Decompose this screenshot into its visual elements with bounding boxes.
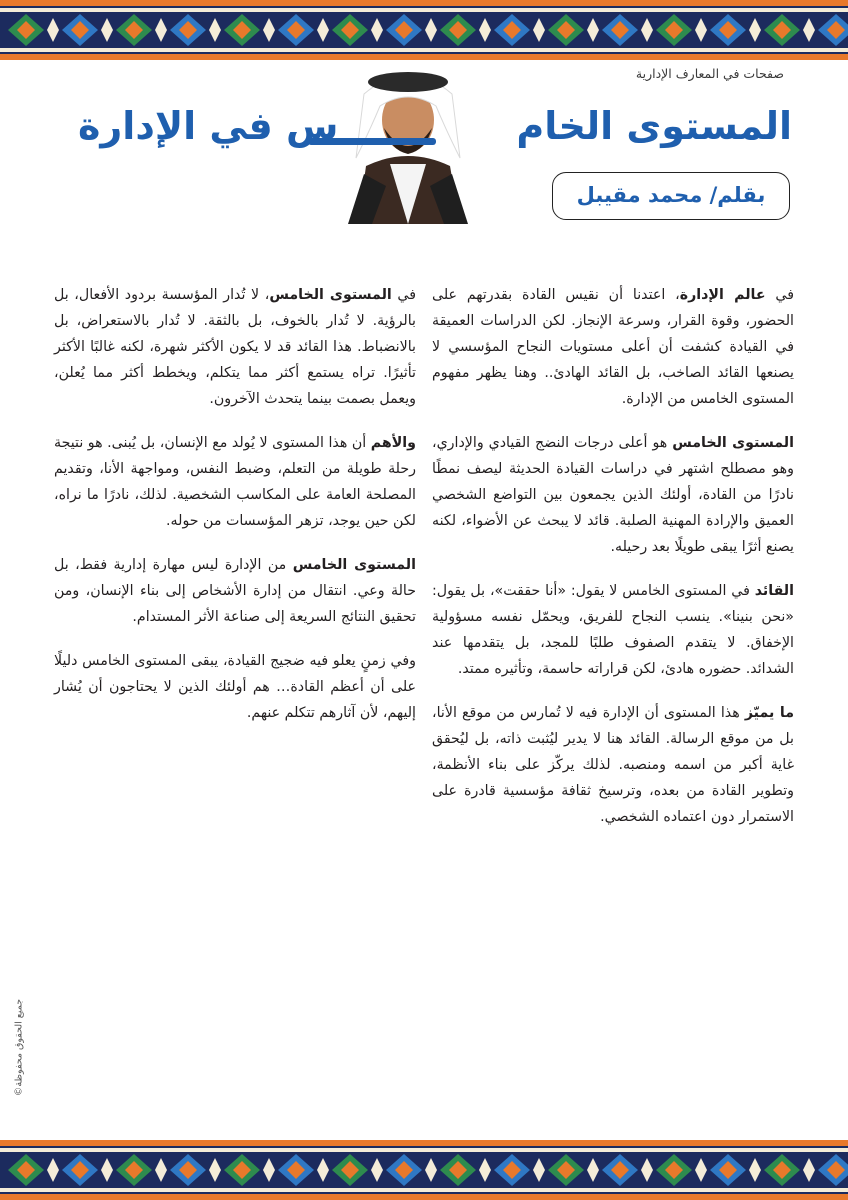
paragraph: وفي زمنٍ يعلو فيه ضجيج القيادة، يبقى المستوى الخامس دليلًا على أن أعظم القادة… هم أولئك الذين لا يحتاجون أن يُشار إليهم، لأن آثارهم تتكلم عنهم. [54,653,416,721]
section-label: صفحات في المعارف الإدارية [635,66,784,81]
paragraph: ما يميّز هذا المستوى أن الإدارة فيه لا تُمارس من موقع الأنا، بل من موقع الرسالة. القائد هنا لا يدير ليُثبت ذاته، بل ليُحقق غاية أكبر من اسمه ومنصبه. لذلك يركّز على بناء الأنظمة، وتطوير القادة من بعده، وترسيخ ثقافة مؤسسية قادرة على الاستمرار دون اعتماده الشخصي. [432,705,794,825]
paragraph: المستوى الخامس هو أعلى درجات النضج القيادي والإداري، وهو مصطلح اشتهر في دراسات القيادة الحديثة ليصف نمطًا نادرًا من القادة، أولئك الذين يجمعون بين التواضع الشخصي العميق والإرادة المهنية الصلبة. قائد لا يبحث عن الأضواء، لكنه يصنع أثرًا يبقى طويلًا بعد رحيله. [432,435,794,555]
bottom-decorative-band [0,1140,848,1200]
article-title [78,104,792,160]
paragraph-keyword: عالم الإدارة [679,287,766,303]
paragraph-keyword: والأهم [370,435,416,451]
copyright-notice: جميع الحقوق محفوظة© [13,998,25,1097]
article-column-right [432,282,794,848]
author-byline: بقلم/ محمد مقيبل [552,172,790,220]
paragraph-keyword: القائد [754,583,794,599]
article-column-left [54,282,416,744]
paragraph: في المستوى الخامس، لا تُدار المؤسسة بردود الأفعال، بل بالرؤية. لا تُدار بالخوف، بل بالثقة. لا تُدار بالاستعراض، بل بالانضباط. هذا القائد قد لا يكون الأكثر شهرة، لكنه غالبًا الأكثر تأثيرًا. تراه يستمع أكثر مما يتكلم، ويخطط أكثر مما يُعلن، ويعمل بصمت بينما يتحدث الآخرون. [54,287,416,407]
paragraph: القائد في المستوى الخامس لا يقول: «أنا حققت»، بل يقول: «نحن بنينا». ينسب النجاح للفريق، ويحمّل نفسه مسؤولية الإخفاق. لا يتقدم الصفوف طلبًا للمجد، بل يتقدمها عند الشدائد. حضوره هادئ، لكن قراراته حاسمة، وتأثيره ممتد. [432,583,794,677]
paragraph: في عالم الإدارة، اعتدنا أن نقيس القادة بقدرتهم على الحضور، وقوة القرار، وسرعة الإنجاز. لكن الدراسات العميقة في القيادة كشفت أن أعلى مستويات النجاح المؤسسي لا يصنعها القائد الصاخب، بل القائد الهادئ.. وهنا يظهر مفهوم المستوى الخامس من الإدارة. [432,287,795,407]
title-part-right: المستوى الخام [516,104,792,148]
paragraph: والأهم أن هذا المستوى لا يُولد مع الإنسان، بل يُبنى. هو نتيجة رحلة طويلة من التعلم، وضبط النفس، ومواجهة الأنا، وتقديم المصلحة العامة على المكاسب الشخصية. لذلك، نادرًا ما نراه، لكن حين يوجد، تزهر المؤسسات من حوله. [54,435,416,529]
sadu-pattern-bottom [0,1140,848,1200]
paragraph-keyword: ما يميّز [744,705,794,721]
paragraph: المستوى الخامس من الإدارة ليس مهارة إدارية فقط، بل حالة وعي. انتقال من إدارة الأشخاص إلى بناء الإنسان، ومن تحقيق النتائج السريعة إلى صناعة الأثر المستدام. [54,557,416,625]
title-part-left: س في الإدارة [78,104,339,148]
paragraph-keyword: المستوى الخامس [269,287,392,303]
paragraph-keyword: المستوى الخامس [292,557,416,573]
paragraph-keyword: المستوى الخامس [672,435,794,451]
